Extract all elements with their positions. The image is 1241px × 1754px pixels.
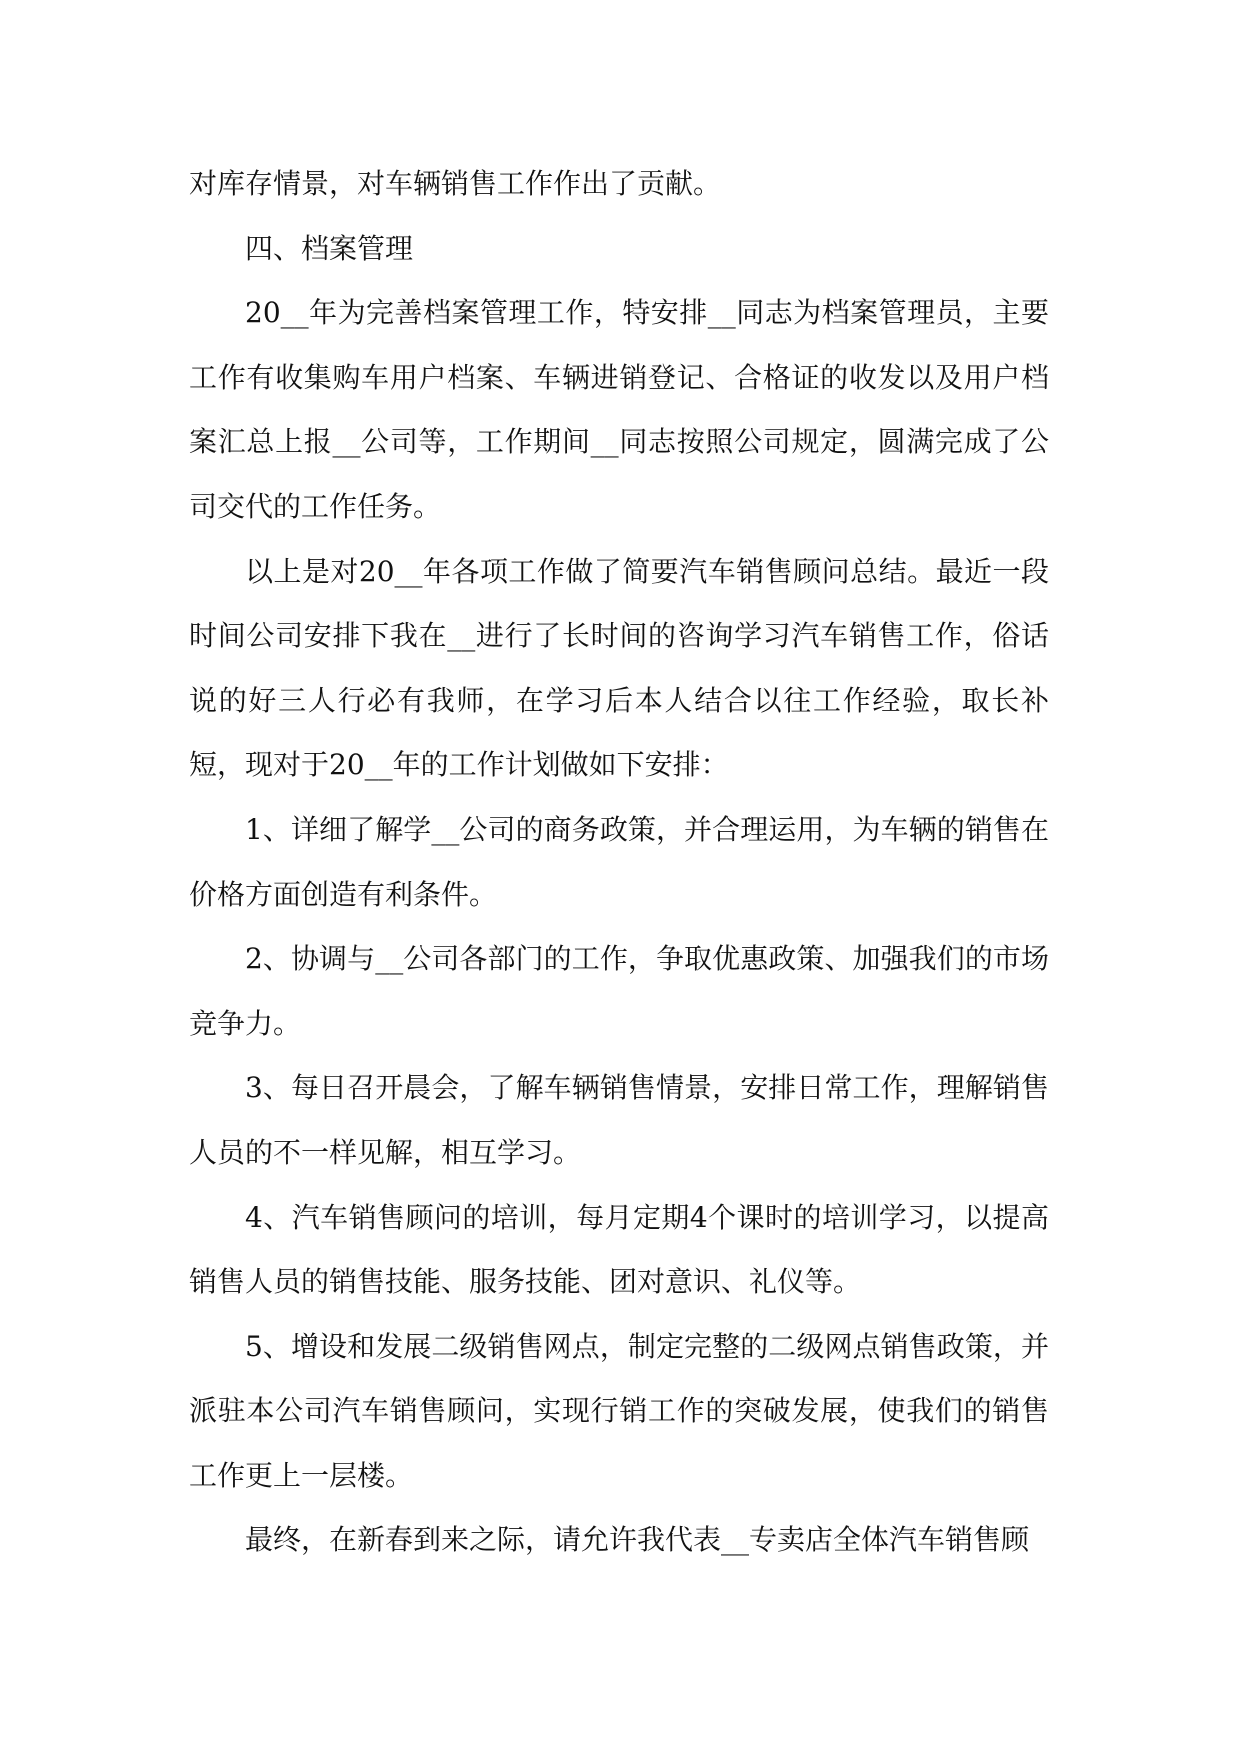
paragraph-summary-and-plan: 以上是对20__年各项工作做了简要汽车销售顾问总结。最近一段时间公司安排下我在__进行了长时间的咨询学习汽车销售工作，俗话说的好三人行必有我师，在学习后本人结合以往工作经验，取长补短，现对于20__年的工作计划做如下安排：	[189, 554, 1049, 782]
plan-item-4: 4、汽车销售顾问的培训，每月定期4个课时的培训学习，以提高销售人员的销售技能、服务技能、团对意识、礼仪等。	[189, 1200, 1049, 1299]
paragraph-closing: 最终，在新春到来之际，请允许我代表__专卖店全体汽车销售顾	[245, 1523, 1030, 1557]
paragraph-inventory-contribution: 对库存情景，对车辆销售工作作出了贡献。	[189, 167, 722, 200]
plan-item-1: 1、详细了解学__公司的商务政策，并合理运用，为车辆的销售在价格方面创造有利条件。	[189, 812, 1049, 911]
paragraph-archive-work: 20__年为完善档案管理工作，特安排__同志为档案管理员，主要工作有收集购车用户档案、车辆进销登记、合格证的收发以及用户档案汇总上报__公司等，工作期间__同志按照公司规定，圆满完成了公司交代的工作任务。	[189, 296, 1049, 523]
plan-item-3: 3、每日召开晨会，了解车辆销售情景，安排日常工作，理解销售人员的不一样见解，相互学习。	[189, 1071, 1049, 1169]
plan-item-2: 2、协调与__公司各部门的工作，争取优惠政策、加强我们的市场竞争力。	[189, 942, 1049, 1040]
document-page	[189, 152, 1049, 1573]
section-heading-archive-management: 四、档案管理	[245, 231, 414, 265]
plan-item-5: 5、增设和发展二级销售网点，制定完整的二级网点销售政策，并派驻本公司汽车销售顾问，实现行销工作的突破发展，使我们的销售工作更上一层楼。	[189, 1329, 1049, 1492]
